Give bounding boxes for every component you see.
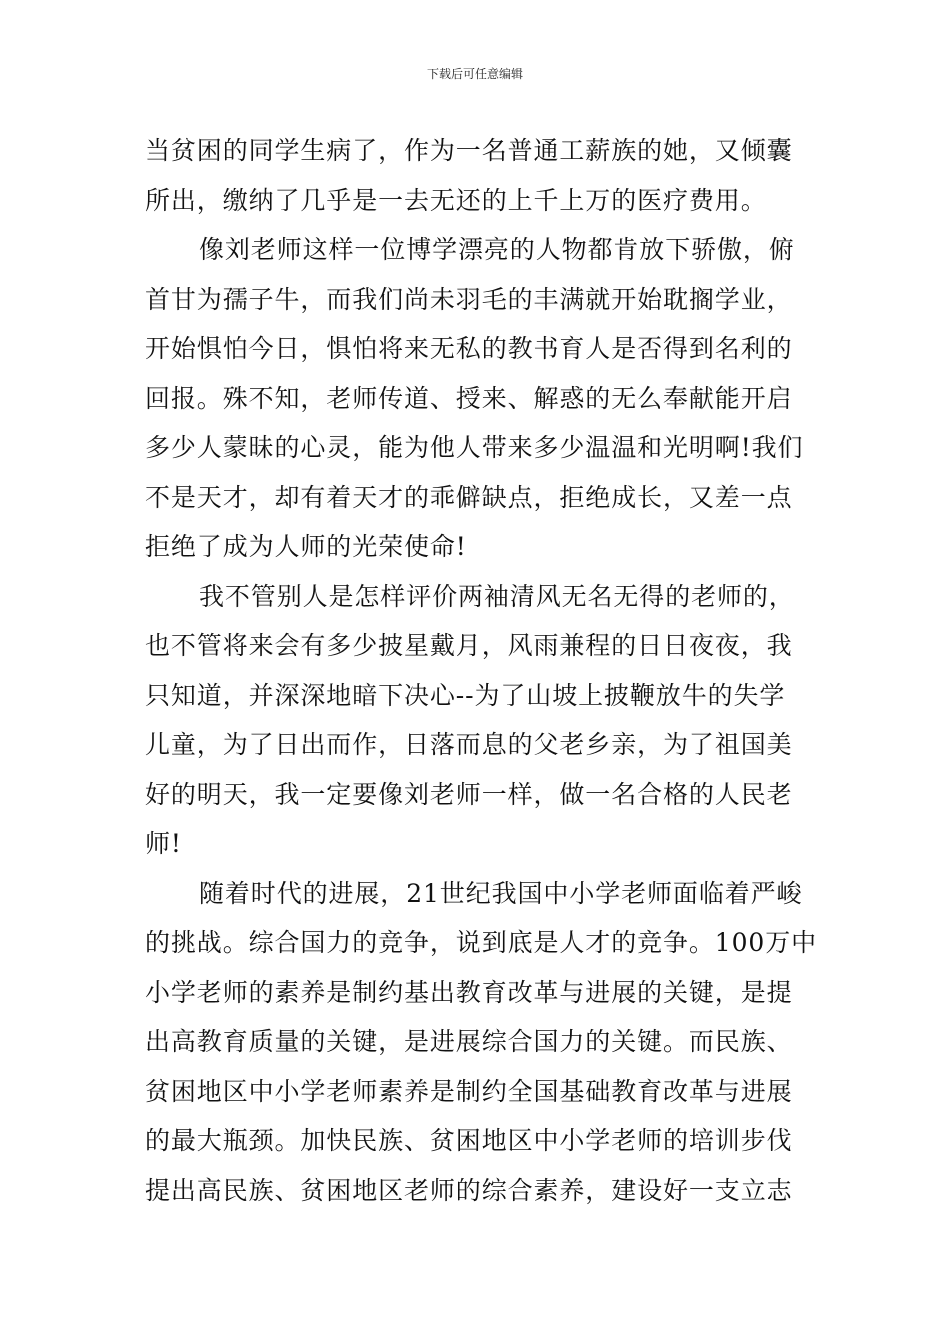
text-line: 也不管将来会有多少披星戴月，风雨兼程的日日夜夜，我 xyxy=(145,631,793,660)
text-line: 随着时代的进展，21世纪我国中小学老师面临着严峻 xyxy=(199,878,803,908)
body-text xyxy=(145,126,818,1215)
text-line: 小学老师的素养是制约基出教育改革与进展的关键，是提 xyxy=(145,977,793,1007)
text-line: 的挑战。综合国力的竞争，说到底是人才的竞争。100万中 xyxy=(145,928,818,957)
text-line: 回报。殊不知，老师传道、授来、解惑的无么奉献能开启 xyxy=(145,383,793,413)
text-line: 开始惧怕今日，惧怕将来无私的教书育人是否得到名利的 xyxy=(145,334,793,363)
text-line: 儿童，为了日出而作，日落而息的父老乡亲，为了祖国美 xyxy=(145,730,793,759)
page-header: 下载后可任意编辑 xyxy=(426,67,523,81)
text-line: 首甘为孺子牛，而我们尚未羽毛的丰满就开始耽搁学业， xyxy=(145,284,793,314)
text-line: 只知道，并深深地暗下决心--为了山坡上披鞭放牛的失学 xyxy=(145,680,786,710)
text-line: 当贫困的同学生病了，作为一名普通工薪族的她，又倾囊 xyxy=(145,136,793,165)
text-line: 所出，缴纳了几乎是一去无还的上千上万的医疗费用。 xyxy=(145,185,767,215)
text-line: 贫困地区中小学老师素养是制约全国基础教育改革与进展 xyxy=(145,1076,793,1106)
text-line: 我不管别人是怎样评价两袖清风无名无得的老师的， xyxy=(199,581,795,611)
text-line: 的最大瓶颈。加快民族、贫困地区中小学老师的培训步伐 xyxy=(145,1126,793,1155)
text-line: 好的明天，我一定要像刘老师一样，做一名合格的人民老 xyxy=(145,779,793,809)
text-line: 拒绝了成为人师的光荣使命! xyxy=(145,532,467,561)
text-line: 多少人蒙昧的心灵，能为他人带来多少温温和光明啊!我们 xyxy=(145,433,804,462)
text-line: 像刘老师这样一位博学漂亮的人物都肯放下骄傲，俯 xyxy=(199,235,795,264)
text-line: 出高教育质量的关键，是进展综合国力的关键。而民族、 xyxy=(145,1027,793,1056)
text-line: 不是天才，却有着天才的乖僻缺点，拒绝成长，又差一点 xyxy=(145,482,793,512)
text-line: 师! xyxy=(145,829,182,858)
text-line: 提出高民族、贫困地区老师的综合素养，建设好一支立志 xyxy=(145,1175,793,1205)
